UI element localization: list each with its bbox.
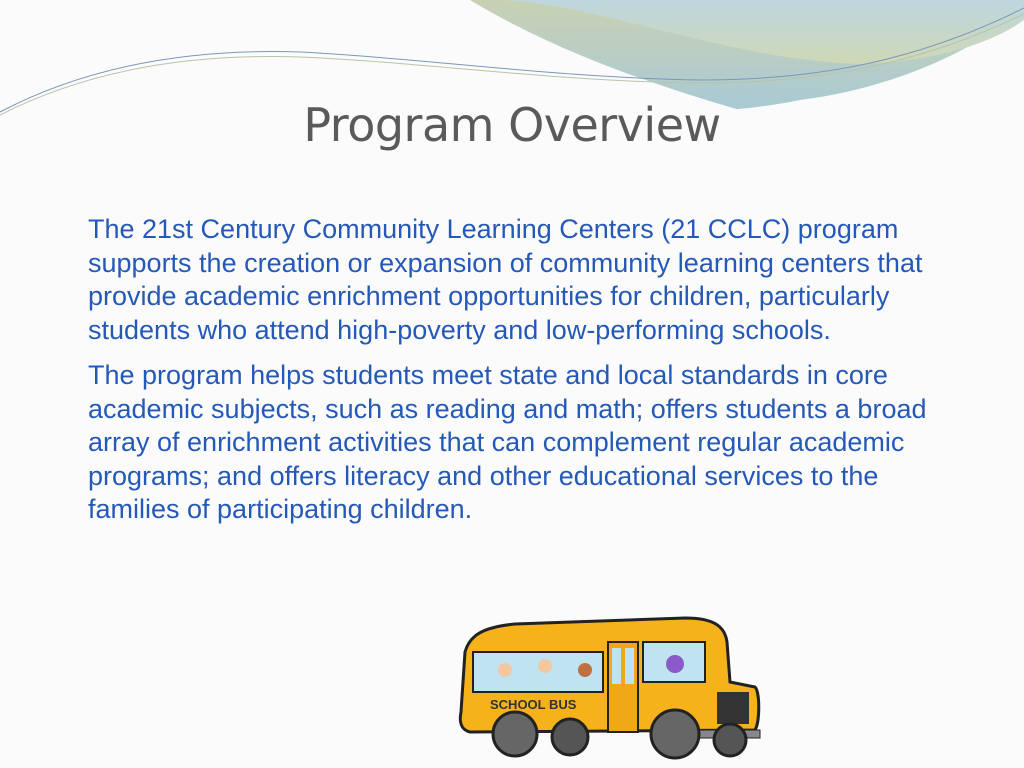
slide-title: Program Overview bbox=[303, 98, 721, 152]
paragraph-intro: The 21st Century Community Learning Centers (21 CCLC) program supports the creation or expansion of community learning centers that provide academic enrichment opportunities for children, particularly students who attend high-poverty and low-performing schools. bbox=[88, 214, 923, 345]
slide-body bbox=[88, 213, 968, 539]
school-bus-clipart bbox=[455, 612, 765, 762]
paragraph-program-details: The program helps students meet state and local standards in core academic subjects, such as reading and math; offers students a broad array of enrichment activities that can complement regular academic programs; and offers literacy and other educational services to the families of participating children. bbox=[88, 360, 927, 524]
school-bus-lettering: SCHOOL BUS bbox=[490, 697, 577, 712]
